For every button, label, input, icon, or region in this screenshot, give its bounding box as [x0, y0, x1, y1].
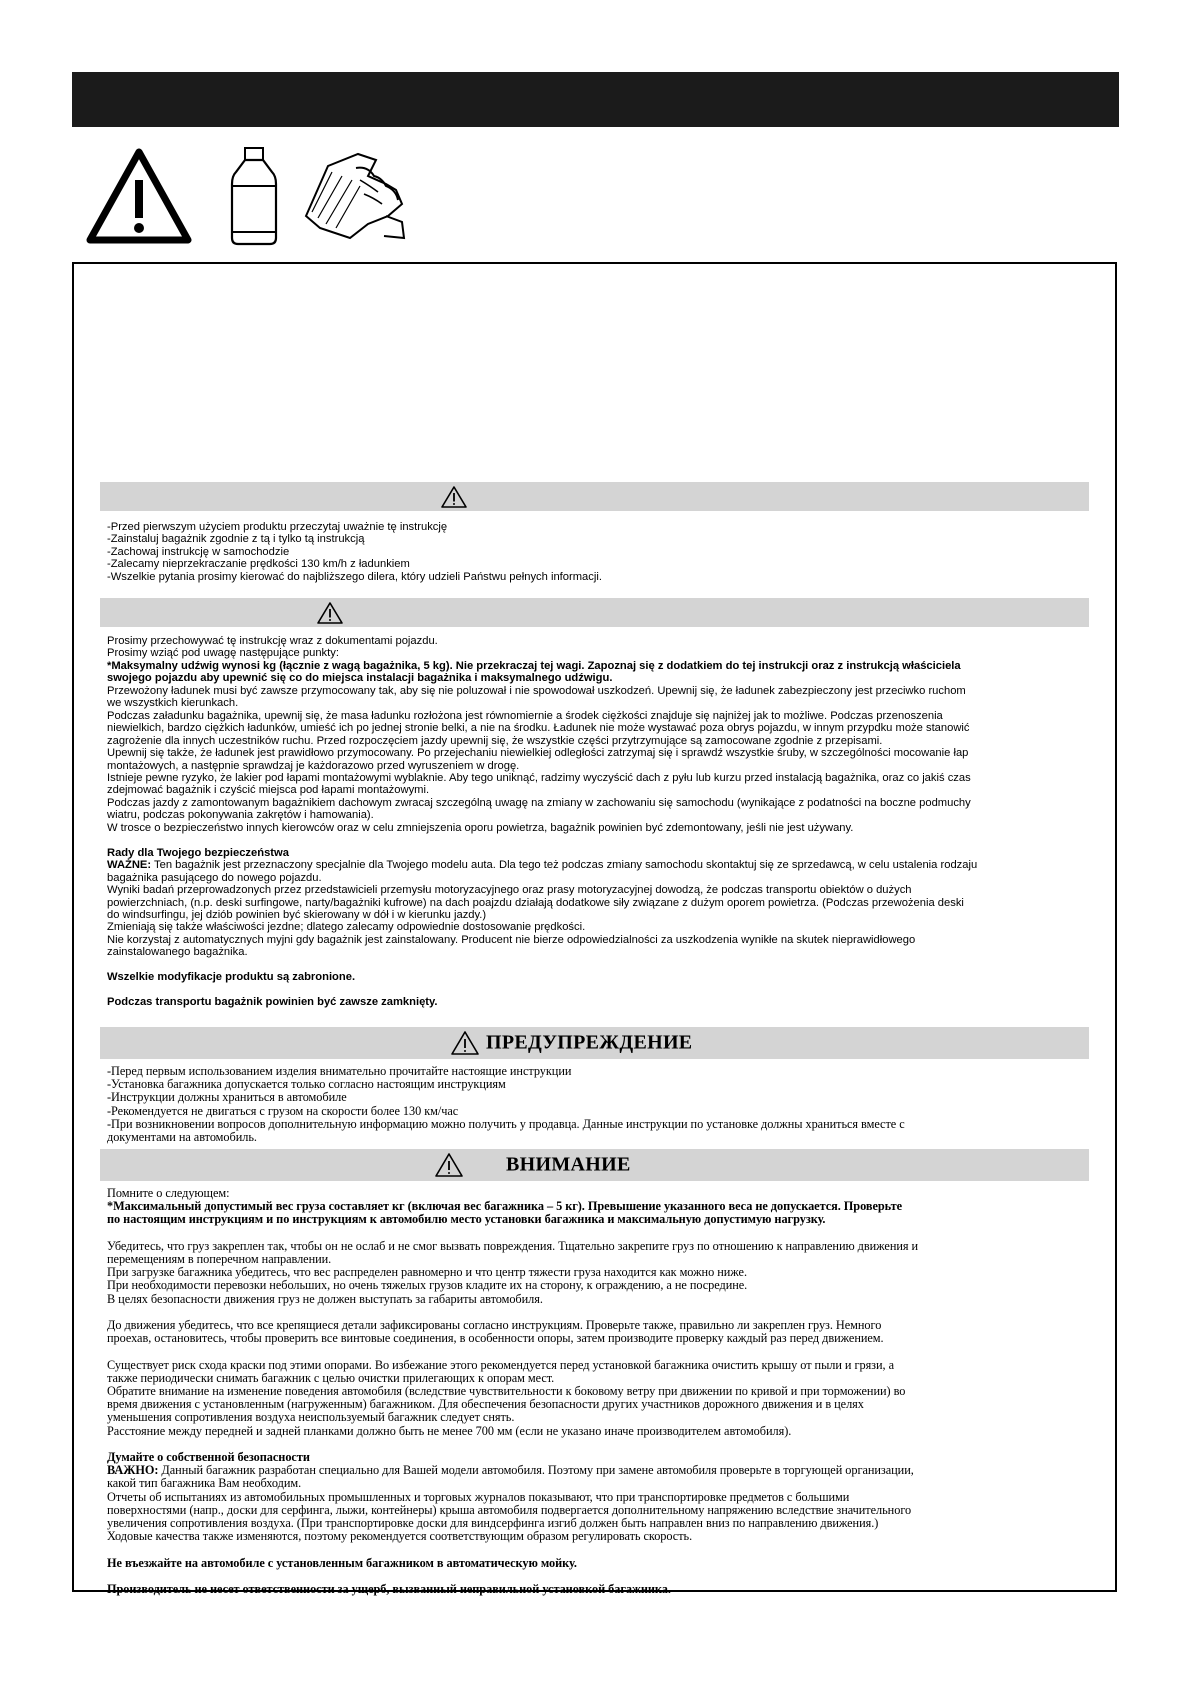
ru-warning-list [107, 1065, 1027, 1144]
paragraph: Помните о следующем: [107, 1186, 230, 1200]
list-item: -Zachowaj instrukcję w samochodzie [107, 545, 290, 558]
paragraph: powierzchniach, (n.p. deski surfingowe, narty/bagażniki kufrowe) na dach poajzdu działają dodatkowe siły związane z dużym oporem powietrza. (Podczas przewożenia deski [107, 896, 964, 909]
paragraph: по настоящим инструкциям и по инструкциям к автомобилю место установки багажника и максимальную допустимую нагрузку. [107, 1212, 826, 1227]
paragraph: увеличения сопротивления воздуха. (При транспортировке доски для виндсерфинга изгиб должен быть направлен вниз по направлению движения.) [107, 1516, 879, 1531]
paragraph: Отчеты об испытаниях из автомобильных промышленных и торговых журналов показывают, что при транспортировке предметов с большими [107, 1489, 850, 1504]
paragraph-text: Ten bagażnik jest przeznaczony specjalnie dla Twojego modelu auta. Dla tego też podczas zmiany samochodu skontaktuj się ze sprzedawcą, w celu ustalenia rodzaju [151, 859, 978, 872]
paragraph: Przewożony ładunek musi być zawsze przymocowany tak, aby się nie poluzował i nie spowodował uszkodzeń. Upewnij się, że ładunek zabezpieczony jest przeciwko ruchom [107, 684, 966, 697]
paragraph: Обратите внимание на изменение поведения автомобиля (вследствие чувствительности к боковому ветру при движении по кривой и при торможении) во [107, 1384, 906, 1398]
paragraph: поверхностями (напр., доски для серфинга, лыжи, контейнеры) крыша автомобиля подвергается дополнительному напряжению вследствие значительного [107, 1502, 912, 1517]
paragraph: уменьшения сопротивления воздуха неиспользуемый багажник следует снять. [107, 1410, 515, 1425]
warning-triangle-icon [440, 485, 468, 509]
paragraph: Upewnij się także, że ładunek jest prawidłowo przymocowany. Po przejechaniu niewielkiej odległości zatrzymaj się i sprawdź wszystkie śruby, w szczególności mocowanie łap [107, 747, 969, 760]
paragraph-text: Данный багажник разработан специально для Вашей модели автомобиля. Поэтому при замене автомобиля проверьте в торгующей организации, [158, 1463, 914, 1478]
cleaning-cloth-hand-icon [298, 146, 408, 246]
paragraph: время движения с установленным (нагруженным) багажником. Для обеспечения безопасности других участников дорожного движения и в целях [107, 1397, 864, 1412]
list-item: -Перед первым использованием изделия внимательно прочитайте настоящие инструкции [107, 1064, 572, 1078]
list-item: -При возникновении вопросов дополнительную информацию можно получить у продавца. Данные инструкции по установке должны храниться вместе с [107, 1116, 905, 1131]
pl-warning-list [107, 521, 1027, 583]
paragraph: проехав, остановитесь, чтобы проверить все винтовые соединения, в особенности опоры, затем производите проверку каждый раз перед движением. [107, 1331, 884, 1346]
paragraph: we wszystkich kierunkach. [107, 697, 239, 710]
safety-heading: Rady dla Twojego bezpieczeństwa [107, 846, 289, 859]
pl-warning-band [100, 482, 1089, 511]
list-item: -Zalecamy nieprzekraczanie prędkości 130 km/h z ładunkiem [107, 558, 410, 571]
paragraph: zainstalowanego bagażnika. [107, 946, 248, 959]
paragraph: *Максимальный допустимый вес груза составляет кг (включая вес багажника – 5 кг). Превышение указанного веса не допускается. Проверьте [107, 1199, 903, 1214]
list-item: -Wszelkie pytania prosimy kierować do najbliższego dilera, który udzieli Państwu pełnych informacji. [107, 570, 602, 583]
paragraph: W trosce o bezpieczeństwo innych kierowców oraz w celu zmniejszenia oporu powietrza, bagażnik powinien być zdemontowany, jeśli nie jest używany. [107, 821, 854, 834]
paragraph: До движения убедитесь, что все крепящиеся детали зафиксированы согласно инструкциям. Проверьте также, правильно ли закреплен груз. Немного [107, 1318, 882, 1332]
warning-triangle-icon [84, 146, 194, 246]
paragraph: При необходимости перевозки небольших, но очень тяжелых грузов кладите их на сторону, к ограждению, а не посредине. [107, 1278, 748, 1293]
cleaner-bottle-icon [228, 146, 280, 248]
paragraph: также периодически снимать багажник с целью очистки прилегающих к опорам мест. [107, 1370, 555, 1385]
paragraph: *Maksymalny udźwig wynosi kg (łącznie z wagą bagażnika, 5 kg). Nie przekraczaj tej wagi. Zapoznaj się z dodatkiem do tej instrukcji oraz z instrukcją właściciela [107, 659, 961, 672]
warning-triangle-icon [450, 1030, 480, 1056]
paragraph: niewielkich, bardzo ciężkich ładunków, umieść ich po jednej stronie belki, a nie na środku. Ładunek nie może wystawać poza obrys pojazdu, w innym przypdku może stanowić [107, 722, 970, 735]
paragraph: Podczas jazdy z zamontowanym bagażnikiem dachowym zwracaj szczególną uwagę na zmiany w zachowaniu się samochodu (wynikające z podatności na boczne podmuchy [107, 796, 971, 809]
closed-note: Podczas transportu bagażnik powinien być zawsze zamknięty. [107, 996, 438, 1009]
paragraph: Существует риск схода краски под этими опорами. Во избежание этого рекомендуется перед установкой багажника очистить крышу от пыли и грязи, а [107, 1357, 894, 1372]
modifications-note: Wszelkie modyfikacje produktu są zabronione. [107, 971, 356, 984]
paragraph: При загрузке багажника убедитесь, что вес распределен равномерно и что центр тяжести груза находится как можно ниже. [107, 1265, 747, 1280]
ru-warning-band [100, 1027, 1089, 1059]
paragraph: Nie korzystaj z automatycznych myjni gdy bagażnik jest zainstalowany. Producent nie bierze odpowiedzialności za uszkodzenia wynikłe na skutek nieprawidłowego [107, 933, 916, 946]
paragraph: bagażnika pasującego do nowego pojazdu. [107, 871, 322, 884]
ru-warning-title: ПРЕДУПРЕЖДЕНИЕ [486, 1031, 693, 1054]
ru-caution-band [100, 1149, 1089, 1181]
paragraph: Zmieniają się także właściwości jezdne; dlatego zalecamy odpowiednie dostosowanie prędkości. [107, 921, 586, 934]
paragraph: Ходовые качества также изменяются, поэтому рекомендуется соответствующим образом регулировать скорость. [107, 1529, 693, 1544]
paragraph: swojego pojazdu aby upewnić się co do miejsca instalacji bagażnika i maksymalnego udźwigu. [107, 672, 613, 685]
pl-caution-band [100, 598, 1089, 627]
paragraph: Prosimy wziąć pod uwagę następujące punkty: [107, 647, 339, 660]
paragraph: zdejmować bagażnik i czyścić miejsca pod łapami montażowymi. [107, 784, 430, 797]
paragraph: В целях безопасности движения груз не должен выступать за габариты автомобиля. [107, 1291, 543, 1306]
paragraph: Расстояние между передней и задней планками должно быть не менее 700 мм (если не указано иначе производителем автомобиля). [107, 1423, 792, 1438]
paragraph: do windsurfingu, jej dziób powinien być skierowany w dół i w kierunku jazdy.) [107, 908, 487, 921]
ru-caution-title: ВНИМАНИЕ [506, 1153, 631, 1176]
paragraph: wiatru, podczas pokonywania zakrętów i hamowania). [107, 809, 374, 822]
warning-triangle-icon [434, 1152, 464, 1178]
paragraph: перемещениям в поперечном направлении. [107, 1252, 332, 1266]
icon-row [80, 146, 420, 250]
list-item: -Установка багажника допускается только согласно настоящим инструкциям [107, 1077, 506, 1092]
paragraph: zagrożenie dla innych uczestników ruchu. Przed rozpoczęciem jazdy upewnij się, że wszystkie części przytrzymujące są zamocowane zgodnie z przepisami. [107, 734, 883, 747]
paragraph: Prosimy przechowywać tę instrukcję wraz z dokumentami pojazdu. [107, 635, 438, 647]
safety-heading: Думайте о собственной безопасности [107, 1450, 310, 1464]
paragraph: какой тип багажника Вам необходим. [107, 1476, 302, 1491]
list-item: -Инструкции должны храниться в автомобиле [107, 1090, 347, 1105]
list-item: -Przed pierwszym użyciem produktu przeczytaj uważnie tę instrukcję [107, 521, 448, 533]
important-label: ВАЖНО: [107, 1463, 159, 1478]
list-item: документами на автомобиль. [107, 1130, 257, 1145]
carwash-note: Не въезжайте на автомобиле с установленным багажником в автоматическую мойку. [107, 1555, 577, 1570]
paragraph: Podczas załadunku bagażnika, upewnij się, że masa ładunku rozłożona jest równomiernie a środek ciężkości znajduje się najniżej jak to możliwe. Podczas przenoszenia [107, 709, 943, 722]
pl-caution-text [107, 635, 1027, 1009]
ru-caution-text [107, 1187, 1027, 1596]
paragraph: montażowych, a następnie sprawdzaj je każdorazowo przed wyruszeniem w drogę. [107, 759, 520, 772]
paragraph [107, 859, 1027, 871]
liability-note: Производитель не несет ответственности за ущерб, вызванный неправильной установкой багажника. [107, 1582, 671, 1596]
header-bar [72, 72, 1119, 127]
paragraph: Istnieje pewne ryzyko, że lakier pod łapami montażowymi wyblaknie. Aby tego uniknąć, radzimy wyczyścić dach z pyłu lub kurzu przed instalacją bagażnika, oraz co jakiś czas [107, 771, 971, 784]
important-label: WAŻNE: [107, 859, 152, 872]
paragraph: Wyniki badań przeprowadzonych przez przedstawicieli przemysłu motoryzacyjnego oraz prasy motoryzacyjnej dowodzą, że podczas transportu obiektów o dużych [107, 884, 912, 897]
list-item: -Рекомендуется не двигаться с грузом на скорости более 130 км/час [107, 1103, 459, 1118]
warning-triangle-icon [316, 601, 344, 625]
paragraph: Убедитесь, что груз закреплен так, чтобы он не ослаб и не смог вызвать повреждения. Тщательно закрепите груз по отношению к направлению движения и [107, 1238, 919, 1253]
list-item: -Zainstaluj bagażnik zgodnie z tą i tylko tą instrukcją [107, 533, 365, 546]
